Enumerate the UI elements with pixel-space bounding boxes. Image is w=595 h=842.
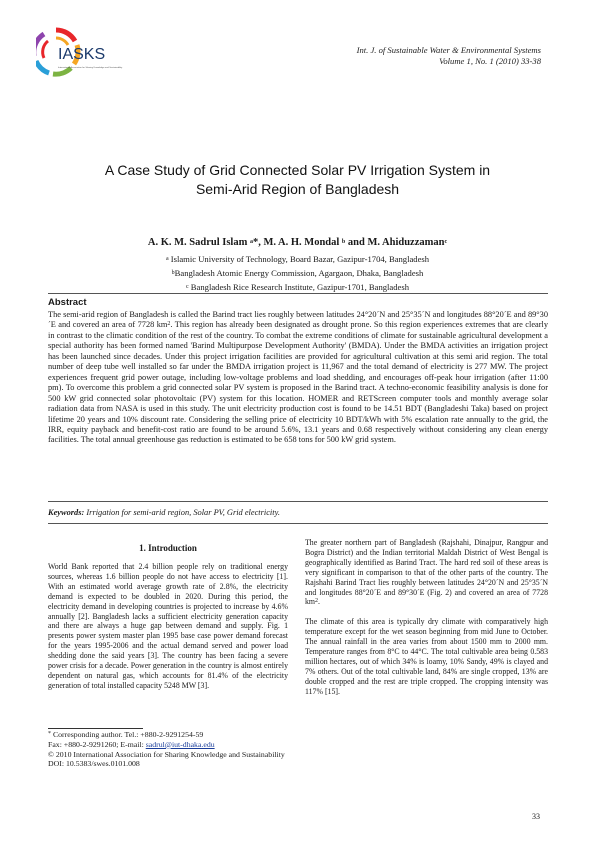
- affiliation-text: Bangladesh Rice Research Institute, Gazipur-1701, Bangladesh: [188, 282, 409, 292]
- abstract-body: [48, 310, 548, 446]
- keywords: [48, 508, 548, 517]
- author-1-affil-sup: a: [249, 239, 253, 245]
- abstract-text-1: The semi-arid region of Bangladesh is called the Barind tract lies roughly between latitudes 24°20´N and 25°35´N and longitudes 88°20´E and 89°30´E and covered an area of 7728 km: [48, 310, 548, 330]
- keywords-label: Keywords:: [48, 508, 85, 517]
- keywords-bottom-rule: [48, 523, 548, 524]
- affiliation-sup: b: [171, 270, 175, 276]
- footnote-tel: Corresponding author. Tel.: +880-2-9291254-59: [51, 730, 204, 739]
- footnote-fax: [48, 740, 428, 750]
- footnote: [48, 730, 428, 769]
- affiliation-sup: c: [185, 284, 189, 290]
- introduction-left-column: World Bank reported that 2.4 billion people rely on traditional energy sources, whereas 1.6 billion people do not have access to electricity [1]. With an estimated world average growth rate of 2.8%, the electricity demand is expected to be doubled in 2020. During this period, the electricity demand in developing countries is projected to increase by 4.6% annually [2]. Bangladesh lacks a sufficient electricity generation capacity and there are always a huge gap between demand and supply. Fig. 1 presents power system master plan 1995 base case power demand forecast for the years 1995-2006 and the actual demand served and power load shedding done the said years [3]. The country has been facing a severe power crisis for a decade. Power generation in the country is almost entirely dependent on natural gas, which accounts for 81.4% of the electricity generation of total installed capacity 5248 MW [3].: [48, 562, 288, 690]
- email-link[interactable]: sadrul@iut-dhaka.edu: [145, 739, 215, 749]
- author-list: [40, 237, 555, 248]
- affiliation-b: [40, 266, 555, 280]
- footnote-doi: DOI: 10.5383/swes.0101.008: [48, 759, 140, 769]
- paragraph-barind-tract: [305, 538, 548, 607]
- footnote-rule: [48, 728, 143, 729]
- author-separator: and: [345, 237, 368, 248]
- svg-text:International Association for: International Association for Sharing Knowledge and Sustainability: [58, 67, 123, 69]
- abstract-sup: 2: [167, 321, 171, 328]
- title-line-2: Semi-Arid Region of Bangladesh: [195, 181, 400, 197]
- paragraph-text-end: .: [318, 597, 320, 607]
- journal-volume: Volume 1, No. 1 (2010) 33-38: [439, 56, 541, 66]
- paragraph-climate: The climate of this area is typically dry climate with comparatively high temperature except for the wet season beginning from mid June to October. The annual rainfall in the area varies from about 1500 mm to 2000 mm. Temperature ranges from 8°C to 44°C. The total cultivable area being 0.583 million hectares, out of which 34% is loamy, 10% Sandy, 49% is clayed and 7% others. Out of the total cultivable land, 84% are single cropped, 13% are double cropped and the rest are triple cropped. The cropping intensity was 117% [15].: [305, 617, 548, 696]
- affiliation-a: [40, 252, 555, 266]
- affiliation-list: [40, 252, 555, 294]
- author-1: A. K. M. Sadrul Islam: [147, 237, 250, 248]
- affiliation-text: Bangladesh Atomic Energy Commission, Agargaon, Dhaka, Bangladesh: [174, 268, 424, 278]
- abstract-top-rule: [48, 293, 548, 294]
- author-2-affil-sup: b: [341, 239, 346, 245]
- abstract-heading: Abstract: [48, 297, 87, 308]
- abstract-text-2: . This region has already been designated as drought prone. So this region experiences extremes that are clearly in contrast to the climatic condition of the rest of the country. To combat the extreme conditions of climate for sustainable agricultural development a special authority has been formed named 'Barind Multipurpose Development Authority' (BMDA). Under the BMDA activities an irrigation project has been launched since decades. Under this project irrigation facilities are provided for agricultural cultivation at this semi arid region. The total number of deep tube well installed so far under the BMDA irrigation project is 11,967 and the total demand of electricity is 277 MW. The project experiences frequent grid power outage, including low-voltage problems and load shedding, and encourages off-peak hour irrigation (after 11:00 pm). To overcome this problem a grid connected solar PV system is proposed in the Barind tract. A techno-economic feasibility analysis is done for 500 kW grid connected solar photovoltaic (PV) system for this location. HOMER and RETScreen computer tools and monthly average solar radiation data from NASA is used in this study. The unit electricity production cost is found to be 14.51 BDT (Bangladeshi Taka) based on project lifetime 20 years and 10% discount rate. Considering the selling price of electricity 10 BDT/kWh with 5% escalation rate annually to the grid, the IRR, equity payback and benefit-cost ratio are found to be around 5.6%, 13.1 years and 0.68 respectively without considering any clean energy facilities. The total annual greenhouse gas reduction is estimated to be 658 tons for 500 kW grid system.: [48, 320, 548, 445]
- page-number: 33: [532, 812, 540, 821]
- journal-logo: [36, 24, 136, 86]
- journal-name: Int. J. of Sustainable Water & Environmental Systems: [356, 45, 541, 55]
- footnote-corresponding: [48, 730, 428, 740]
- footnote-mark: *: [48, 731, 51, 737]
- paragraph-sup: 2: [315, 598, 319, 605]
- footnote-fax-text: Fax: +880-2-9291260; E-mail:: [48, 739, 146, 749]
- journal-header: [281, 45, 541, 67]
- corresponding-mark: *,: [252, 237, 264, 248]
- keywords-text: Irrigation for semi-arid region, Solar PV, Grid electricity.: [84, 508, 280, 517]
- paper-title: [40, 161, 555, 199]
- affiliation-text: Islamic University of Technology, Board Bazar, Gazipur-1704, Bangladesh: [168, 254, 430, 264]
- svg-text:IASKS: IASKS: [58, 46, 106, 63]
- paragraph-text: The greater northern part of Bangladesh (Rajshahi, Dinajpur, Rangpur and Bogra District) and the Indian territorial Maldah District of West Bengal is geographically identified as Barind Tract. The hard red soil of these areas is very significant in comparison to that of the other parts of the country. The Rajshahi Barind Tract lies roughly between latitudes 24°20´N and 25°35´N and longitudes 88°20´E and 89°30´E (Fig. 2) and covered an area of 7728 km: [305, 538, 548, 607]
- iasks-logo-icon: [36, 24, 136, 86]
- affiliation-sup: a: [165, 256, 169, 262]
- footnote-copyright: © 2010 International Association for Sharing Knowledge and Sustainability: [48, 749, 285, 759]
- title-line-1: A Case Study of Grid Connected Solar PV Irrigation System in: [104, 162, 491, 178]
- author-3: M. Ahiduzzaman: [367, 237, 445, 248]
- abstract-bottom-rule: [48, 501, 548, 502]
- section-heading-introduction: 1. Introduction: [139, 543, 197, 553]
- introduction-right-column: [305, 538, 548, 697]
- author-2: M. A. H. Mondal: [263, 237, 342, 248]
- author-3-affil-sup: c: [444, 239, 448, 245]
- affiliation-c: [40, 280, 555, 294]
